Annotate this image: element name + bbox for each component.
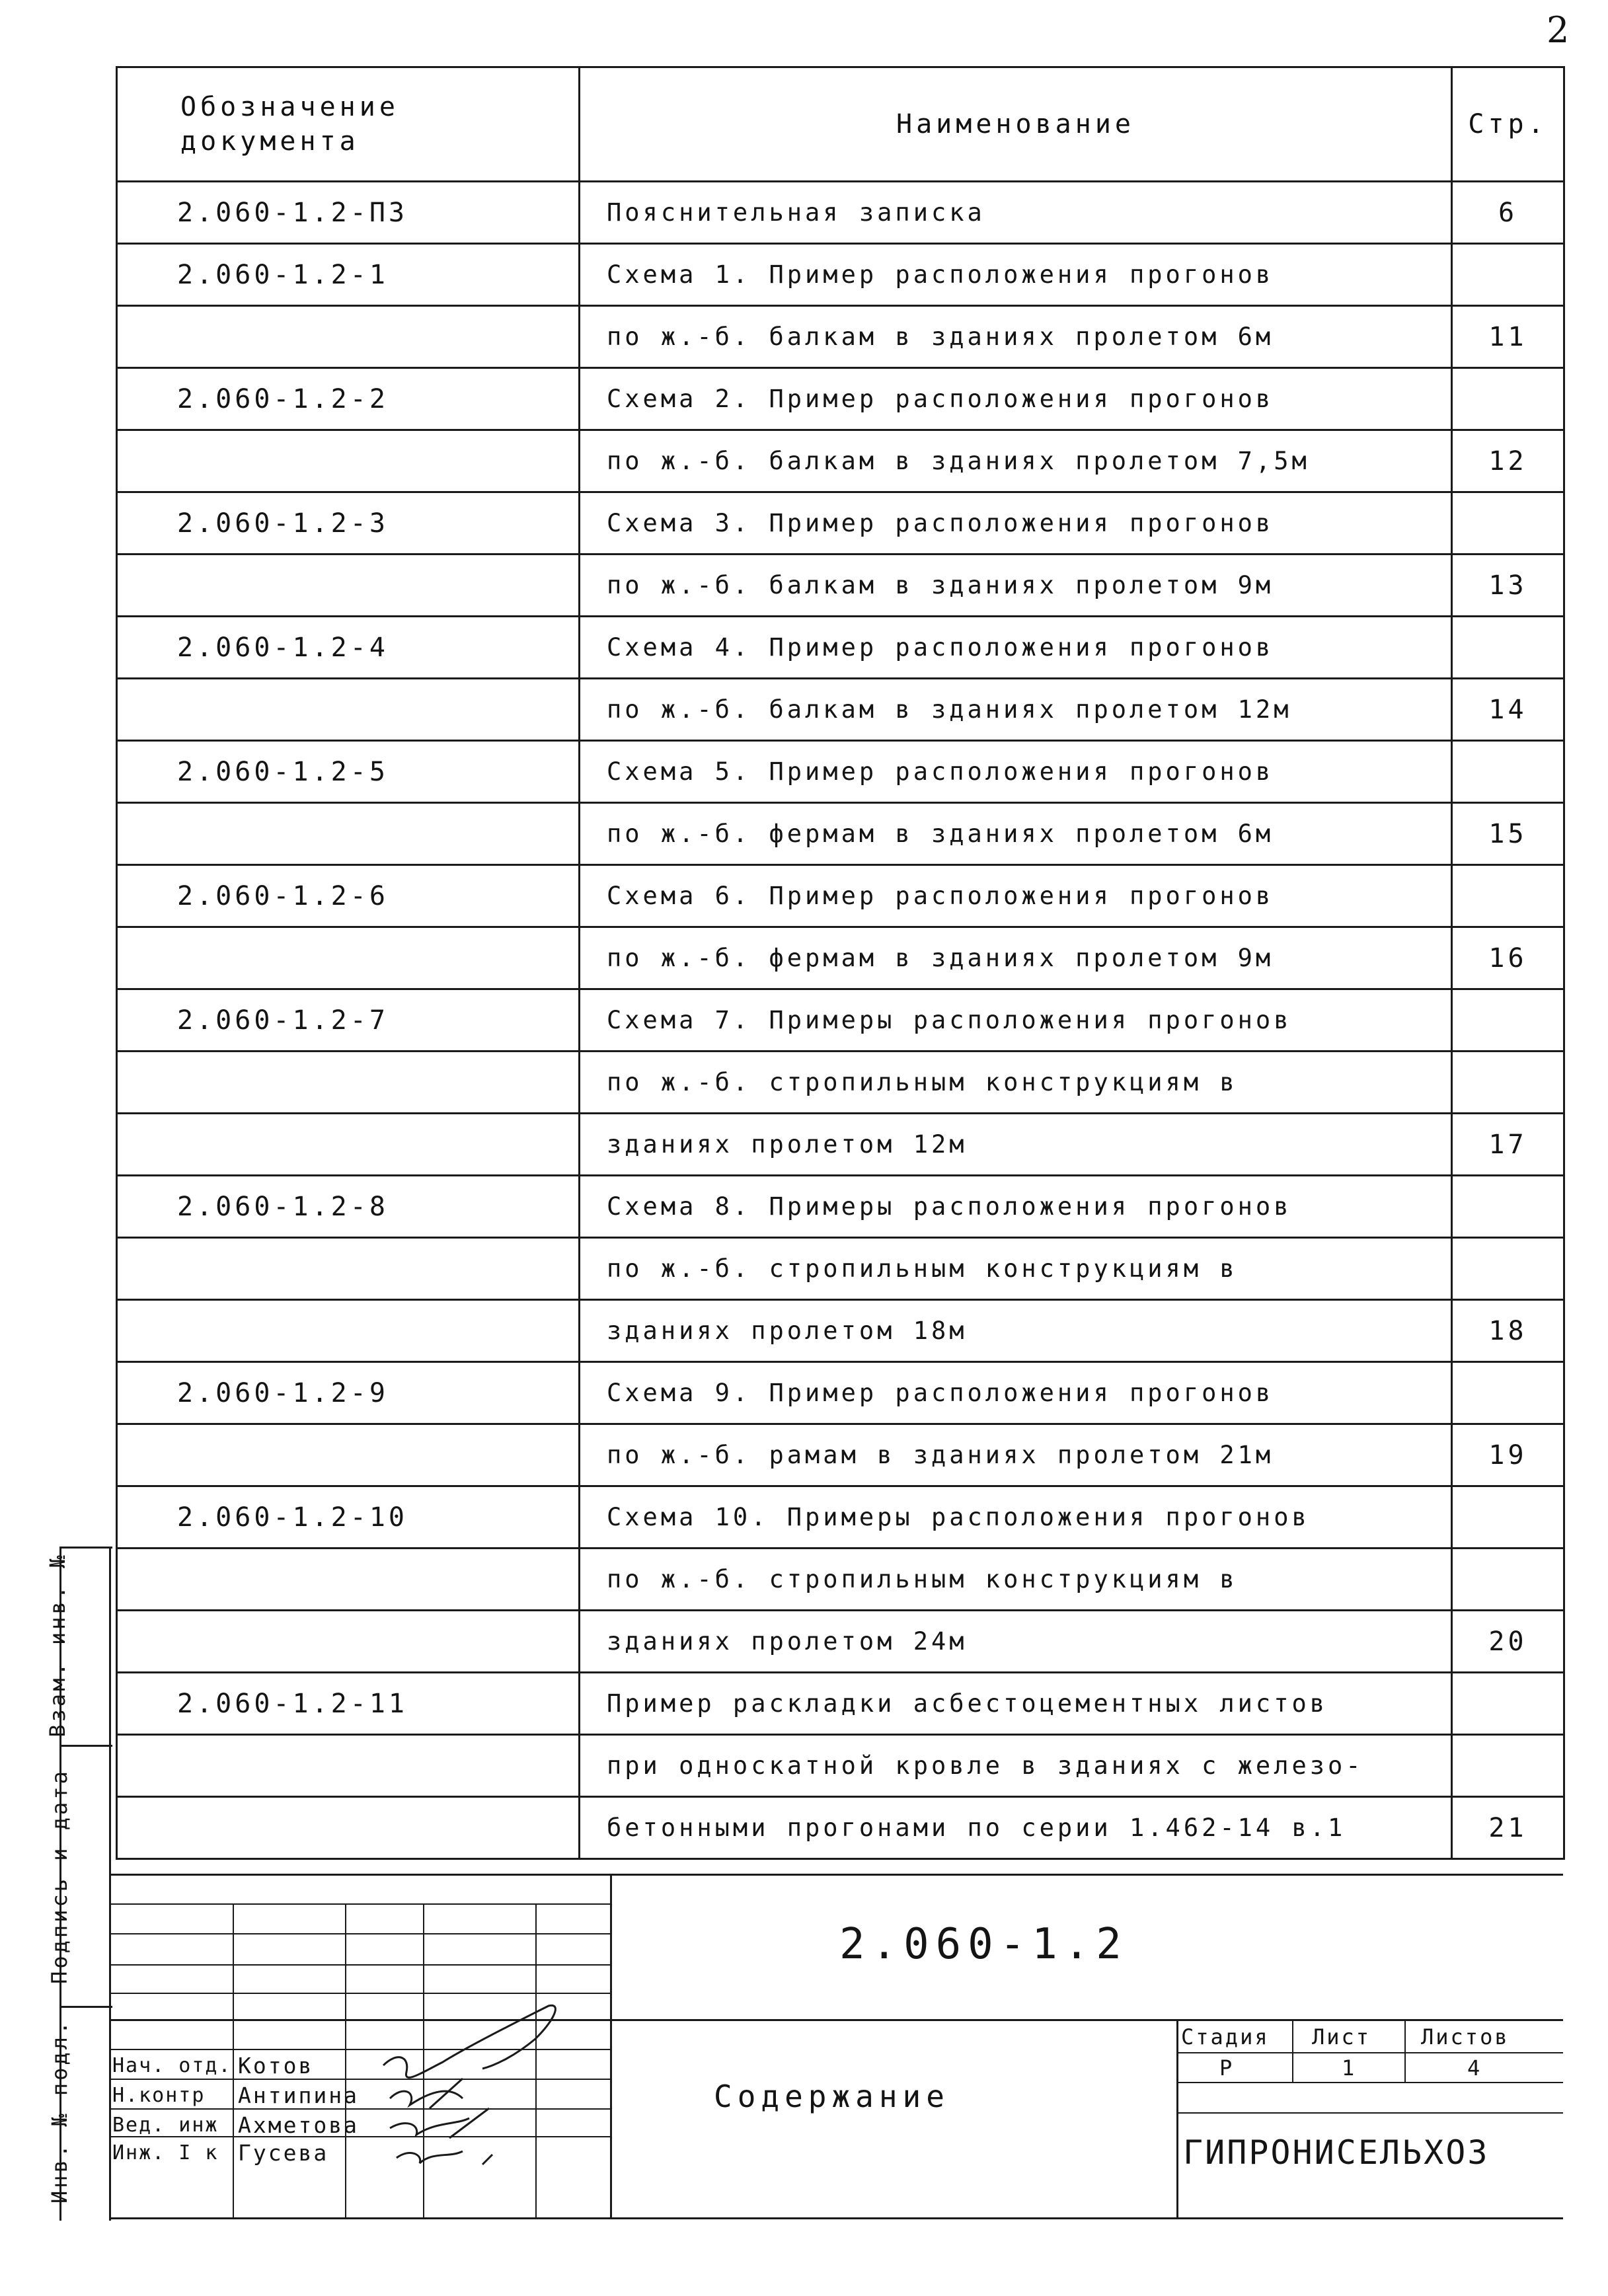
row-name: по ж.-б. балкам в зданиях пролетом 7,5м bbox=[580, 430, 1452, 492]
page-number: 2 bbox=[1547, 9, 1570, 51]
row-name: Пример раскладки асбестоцементных листов bbox=[580, 1673, 1452, 1735]
row-name: Схема 5. Пример расположения прогонов bbox=[580, 741, 1452, 803]
row-name: Схема 2. Пример расположения прогонов bbox=[580, 368, 1452, 430]
table-row bbox=[117, 492, 1564, 555]
role-norm-control: Н.контр bbox=[112, 2084, 206, 2107]
document-title: Содержание bbox=[714, 2079, 950, 2114]
table-row bbox=[117, 1238, 1564, 1300]
row-code: 2.060-1.2-4 bbox=[117, 617, 580, 679]
row-name: по ж.-б. балкам в зданиях пролетом 6м bbox=[580, 306, 1452, 368]
row-page bbox=[1452, 1362, 1564, 1424]
row-code: 2.060-1.2-11 bbox=[117, 1673, 580, 1735]
sheets-label: Листов bbox=[1421, 2024, 1510, 2049]
row-name: при односкатной кровле в зданиях с железо- bbox=[580, 1735, 1452, 1797]
row-page bbox=[1452, 1052, 1564, 1114]
stage-value: Р bbox=[1219, 2055, 1233, 2081]
row-page bbox=[1452, 1549, 1564, 1611]
sheet-value: 1 bbox=[1342, 2055, 1355, 2081]
row-code bbox=[117, 927, 580, 989]
row-name: зданиях пролетом 24м bbox=[580, 1611, 1452, 1673]
row-page: 14 bbox=[1452, 679, 1564, 741]
table-row bbox=[117, 182, 1564, 244]
name-engineer: Гусева bbox=[238, 2140, 329, 2166]
row-page bbox=[1452, 1238, 1564, 1300]
role-lead-engineer: Вед. инж bbox=[112, 2114, 219, 2137]
name-head-of-dept: Котов bbox=[238, 2053, 314, 2079]
role-engineer: Инж. I к bbox=[112, 2141, 219, 2164]
row-name: Схема 7. Примеры расположения прогонов bbox=[580, 989, 1452, 1052]
document-code: 2.060-1.2 bbox=[839, 1920, 1128, 1969]
row-name: Пояснительная записка bbox=[580, 182, 1452, 244]
header-name: Наименование bbox=[580, 67, 1452, 182]
contents-table bbox=[116, 66, 1565, 1860]
row-name: Схема 4. Пример расположения прогонов bbox=[580, 617, 1452, 679]
table-row bbox=[117, 1611, 1564, 1673]
row-name: по ж.-б. фермам в зданиях пролетом 6м bbox=[580, 803, 1452, 865]
row-page bbox=[1452, 1673, 1564, 1735]
row-code: 2.060-1.2-10 bbox=[117, 1486, 580, 1549]
header-designation: Обозначение документа bbox=[117, 67, 580, 182]
row-name: зданиях пролетом 18м bbox=[580, 1300, 1452, 1362]
row-name: Схема 8. Примеры расположения прогонов bbox=[580, 1176, 1452, 1238]
row-page: 18 bbox=[1452, 1300, 1564, 1362]
row-name: по ж.-б. стропильным конструкциям в bbox=[580, 1238, 1452, 1300]
row-page: 19 bbox=[1452, 1424, 1564, 1486]
row-code bbox=[117, 1549, 580, 1611]
table-row bbox=[117, 1052, 1564, 1114]
stage-label: Стадия bbox=[1181, 2024, 1270, 2049]
table-row bbox=[117, 1549, 1564, 1611]
row-code: 2.060-1.2-6 bbox=[117, 865, 580, 927]
row-page bbox=[1452, 244, 1564, 306]
table-row bbox=[117, 1673, 1564, 1735]
row-code bbox=[117, 1052, 580, 1114]
row-name: Схема 9. Пример расположения прогонов bbox=[580, 1362, 1452, 1424]
table-header bbox=[117, 67, 1564, 182]
row-code: 2.060-1.2-7 bbox=[117, 989, 580, 1052]
row-page bbox=[1452, 865, 1564, 927]
row-page: 13 bbox=[1452, 555, 1564, 617]
table-row bbox=[117, 679, 1564, 741]
row-code bbox=[117, 1238, 580, 1300]
row-page bbox=[1452, 741, 1564, 803]
row-page bbox=[1452, 617, 1564, 679]
table-row bbox=[117, 1300, 1564, 1362]
side-field-replacement: Взам. инв. № bbox=[45, 1552, 70, 1738]
row-name: Схема 6. Пример расположения прогонов bbox=[580, 865, 1452, 927]
row-code bbox=[117, 430, 580, 492]
row-code bbox=[117, 1300, 580, 1362]
row-page bbox=[1452, 368, 1564, 430]
row-code: 2.060-1.2-5 bbox=[117, 741, 580, 803]
table-row bbox=[117, 1486, 1564, 1549]
organization-name: ГИПРОНИСЕЛЬХОЗ bbox=[1183, 2133, 1490, 2172]
side-field-signature-date: Подпись и дата bbox=[47, 1769, 72, 1984]
row-page bbox=[1452, 989, 1564, 1052]
row-page bbox=[1452, 1735, 1564, 1797]
table-row bbox=[117, 617, 1564, 679]
row-code: 2.060-1.2-8 bbox=[117, 1176, 580, 1238]
table-row bbox=[117, 927, 1564, 989]
row-code: 2.060-1.2-1 bbox=[117, 244, 580, 306]
name-norm-control: Антипина bbox=[238, 2083, 359, 2108]
row-name: по ж.-б. рамам в зданиях пролетом 21м bbox=[580, 1424, 1452, 1486]
row-code: 2.060-1.2-9 bbox=[117, 1362, 580, 1424]
row-code bbox=[117, 679, 580, 741]
table-row bbox=[117, 803, 1564, 865]
name-lead-engineer: Ахметова bbox=[238, 2112, 359, 2138]
table-row bbox=[117, 1797, 1564, 1859]
table-row bbox=[117, 1362, 1564, 1424]
table-body bbox=[117, 182, 1564, 1859]
row-name: Схема 1. Пример расположения прогонов bbox=[580, 244, 1452, 306]
row-code bbox=[117, 306, 580, 368]
table-row bbox=[117, 430, 1564, 492]
row-page bbox=[1452, 492, 1564, 555]
table-row bbox=[117, 555, 1564, 617]
row-code bbox=[117, 555, 580, 617]
row-name: по ж.-б. стропильным конструкциям в bbox=[580, 1052, 1452, 1114]
signatures-drawing bbox=[370, 1993, 582, 2178]
row-page bbox=[1452, 1176, 1564, 1238]
row-code bbox=[117, 1114, 580, 1176]
table-row bbox=[117, 368, 1564, 430]
row-code: 2.060-1.2-3 bbox=[117, 492, 580, 555]
row-name: по ж.-б. стропильным конструкциям в bbox=[580, 1549, 1452, 1611]
row-code bbox=[117, 1611, 580, 1673]
row-code bbox=[117, 1797, 580, 1859]
side-field-original-inv: Инв. № подл. bbox=[47, 2018, 72, 2203]
row-page: 15 bbox=[1452, 803, 1564, 865]
sheets-value: 4 bbox=[1467, 2055, 1480, 2081]
table-row bbox=[117, 306, 1564, 368]
row-page: 6 bbox=[1452, 182, 1564, 244]
row-code: 2.060-1.2-ПЗ bbox=[117, 182, 580, 244]
row-code bbox=[117, 1735, 580, 1797]
row-name: Схема 10. Примеры расположения прогонов bbox=[580, 1486, 1452, 1549]
row-code bbox=[117, 1424, 580, 1486]
row-name: по ж.-б. балкам в зданиях пролетом 9м bbox=[580, 555, 1452, 617]
row-name: Схема 3. Пример расположения прогонов bbox=[580, 492, 1452, 555]
row-page: 17 bbox=[1452, 1114, 1564, 1176]
row-page: 21 bbox=[1452, 1797, 1564, 1859]
row-name: зданиях пролетом 12м bbox=[580, 1114, 1452, 1176]
row-name: по ж.-б. балкам в зданиях пролетом 12м bbox=[580, 679, 1452, 741]
table-row bbox=[117, 1424, 1564, 1486]
row-page: 11 bbox=[1452, 306, 1564, 368]
table-row bbox=[117, 989, 1564, 1052]
row-page: 16 bbox=[1452, 927, 1564, 989]
header-page: Стр. bbox=[1452, 67, 1564, 182]
sheet-label: Лист bbox=[1312, 2024, 1371, 2049]
table-row bbox=[117, 1735, 1564, 1797]
row-name: по ж.-б. фермам в зданиях пролетом 9м bbox=[580, 927, 1452, 989]
table-row bbox=[117, 1176, 1564, 1238]
table-row bbox=[117, 741, 1564, 803]
row-code: 2.060-1.2-2 bbox=[117, 368, 580, 430]
row-page: 20 bbox=[1452, 1611, 1564, 1673]
role-head-of-dept: Нач. отд. bbox=[112, 2054, 232, 2077]
table-row bbox=[117, 244, 1564, 306]
row-page: 12 bbox=[1452, 430, 1564, 492]
row-code bbox=[117, 803, 580, 865]
table-row bbox=[117, 1114, 1564, 1176]
row-name: бетонными прогонами по серии 1.462-14 в.1 bbox=[580, 1797, 1452, 1859]
table-row bbox=[117, 865, 1564, 927]
row-page bbox=[1452, 1486, 1564, 1549]
